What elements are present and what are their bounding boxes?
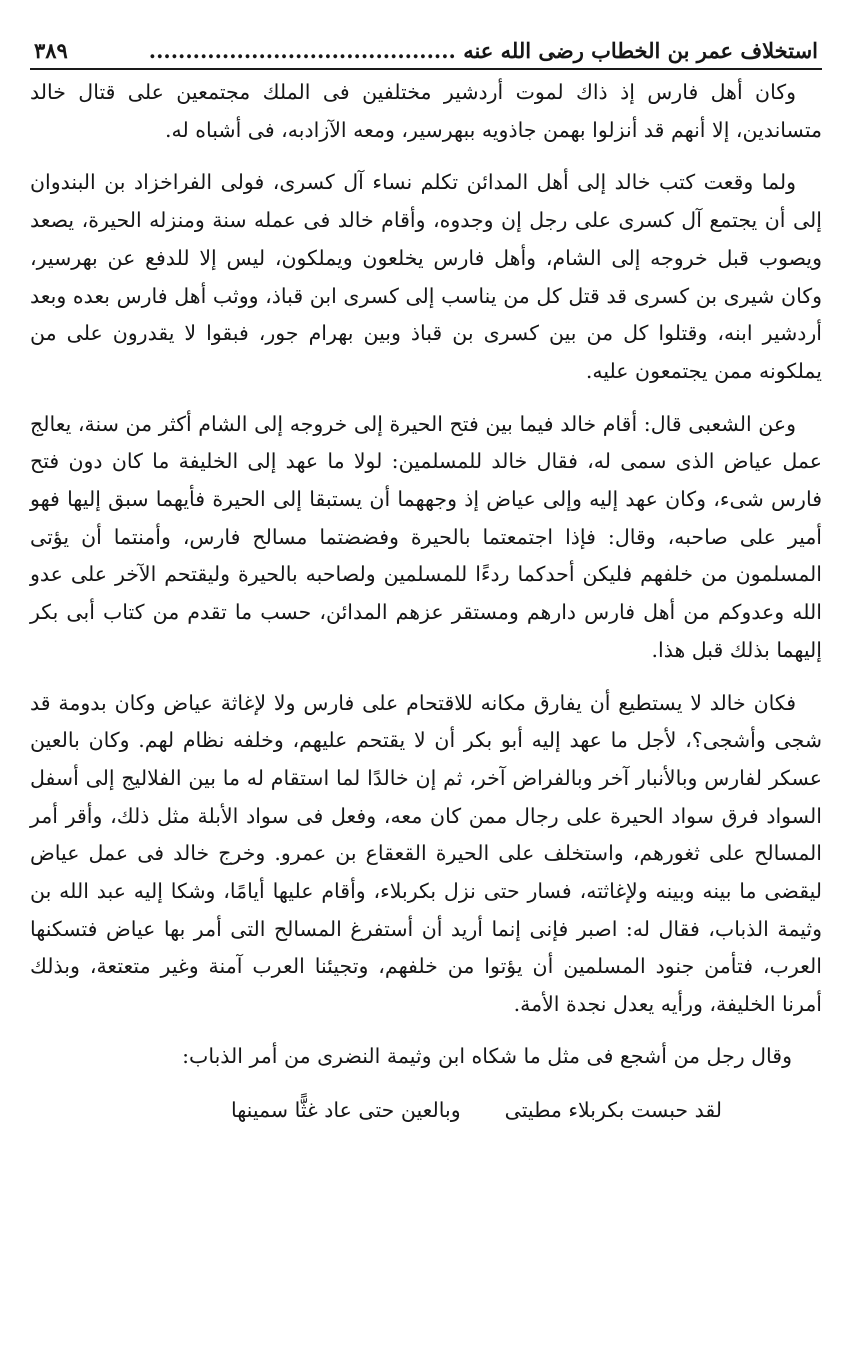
paragraph: وعن الشعبى قال: أقام خالد فيما بين فتح الحيرة إلى خروجه إلى الشام أكثر من سنة، يعالج عمل عياض الذى سمى له، فقال خالد للمسلمين: لولا ما عهد إلى الخليفة ما كان دون فتح فارس شىء، وكان عهد إليه وإلى عياض إذ وجههما أن يستبقا إلى الحيرة فأيهما سبق إليها فهو أمير على صاحبه، وقال: فإذا اجتمعتما بالحيرة وفضضتما مسالح فارس، وأمنتما أن يؤتى المسلمون من خلفهم فليكن أحدكما ردءًا للمسلمين ولصاحبه بالحيرة وليقتحم الآخر على عدو الله وعدوكم من أهل فارس دارهم ومستقر عزهم المدائن، حسب ما تقدم من كتاب أبى بكر إليهما بذلك قبل هذا. (30, 411, 822, 662)
paragraph: فكان خالد لا يستطيع أن يفارق مكانه للاقتحام على فارس ولا لإغاثة عياض وكان بدومة قد شجى وأشجى؟، لأجل ما عهد إليه أبو بكر أن لا يقتحم عليهم، وخلفه نظام لهم. وكان بالعين عسكر لفارس وبالأنبار آخر وبالفراض آخر، ثم إن خالدًا لما استقام له ما بين الفلاليج إلى أسفل السواد فرق سواد الحيرة على رجال ممن كان معه، وفعل فى سواد الأبلة مثل ذلك، وأقر أمر المسالح على ثغورهم، واستخلف على الحيرة القعقاع بن عمرو. وخرج خالد فى عمل عياض ليقضى ما بينه وبينه ولإغاثته، فسار حتى نزل بكربلاء، وأقام عليها أيامًا، وشكا إليه عبد الله بن وثيمة الذباب، فقال له: اصبر فإنى إنما أريد أن أستفرغ المسالح التى أمر بها عياض فتسكنها العرب، فتأمن جنود المسلمين أن يؤتوا من خلفهم، وتجيئنا العرب آمنة وغير متعتعة، وبذلك أمرنا الخليفة، ورأيه يعدل نجدة الأمة. (30, 690, 822, 1017)
verse-first-hemistich: لقد حبست بكربلاء مطيتى (504, 1097, 722, 1122)
page-body (30, 74, 822, 1130)
paragraph: ولما وقعت كتب خالد إلى أهل المدائن تكلم نساء آل كسرى، فولى الفراخزاد بن البندوان إلى أن يجتمع آل كسرى على رجل إن وجدوه، وأقام خالد فى عمله سنة ومنزله الحيرة، يصعد ويصوب قبل خروجه إلى الشام، وأهل فارس يخلعون ويملكون، ليس إلا للدفع عن بهرسير، وكان شيرى بن كسرى قد قتل كل من يناسب إلى كسرى ابن قباذ، ووثب أهل فارس بعده وبعد أردشير ابنه، وقتلوا كل من بين كسرى بن قباذ وبين بهرام جور، فبقوا لا يقدرون على من يملكونه ممن يجتمعون عليه. (30, 170, 822, 383)
leader-dots: .......................................... (148, 38, 456, 63)
paragraph: وكان أهل فارس إذ ذاك لموت أردشير مختلفين فى الملك مجتمعين على قتال خالد متساندين، إلا أنهم قد أنزلوا بهمن جاذويه ببهرسير، ومعه الآزادبه، فى أشباه له. (30, 80, 822, 142)
page-header (30, 30, 822, 70)
verse-intro: وقال رجل من أشجع فى مثل ما شكاه ابن وثيمة النضرى من أمر الذباب: (182, 1043, 792, 1068)
book-page (30, 30, 822, 1350)
page-number: ٣٨٩ (34, 38, 68, 63)
verse-second-hemistich: وبالعين حتى عاد غثًّا سمينها (230, 1097, 461, 1122)
running-title (149, 36, 818, 66)
running-title-text: استخلاف عمر بن الخطاب رضى الله عنه (463, 38, 818, 63)
poem-verse (30, 1090, 822, 1130)
